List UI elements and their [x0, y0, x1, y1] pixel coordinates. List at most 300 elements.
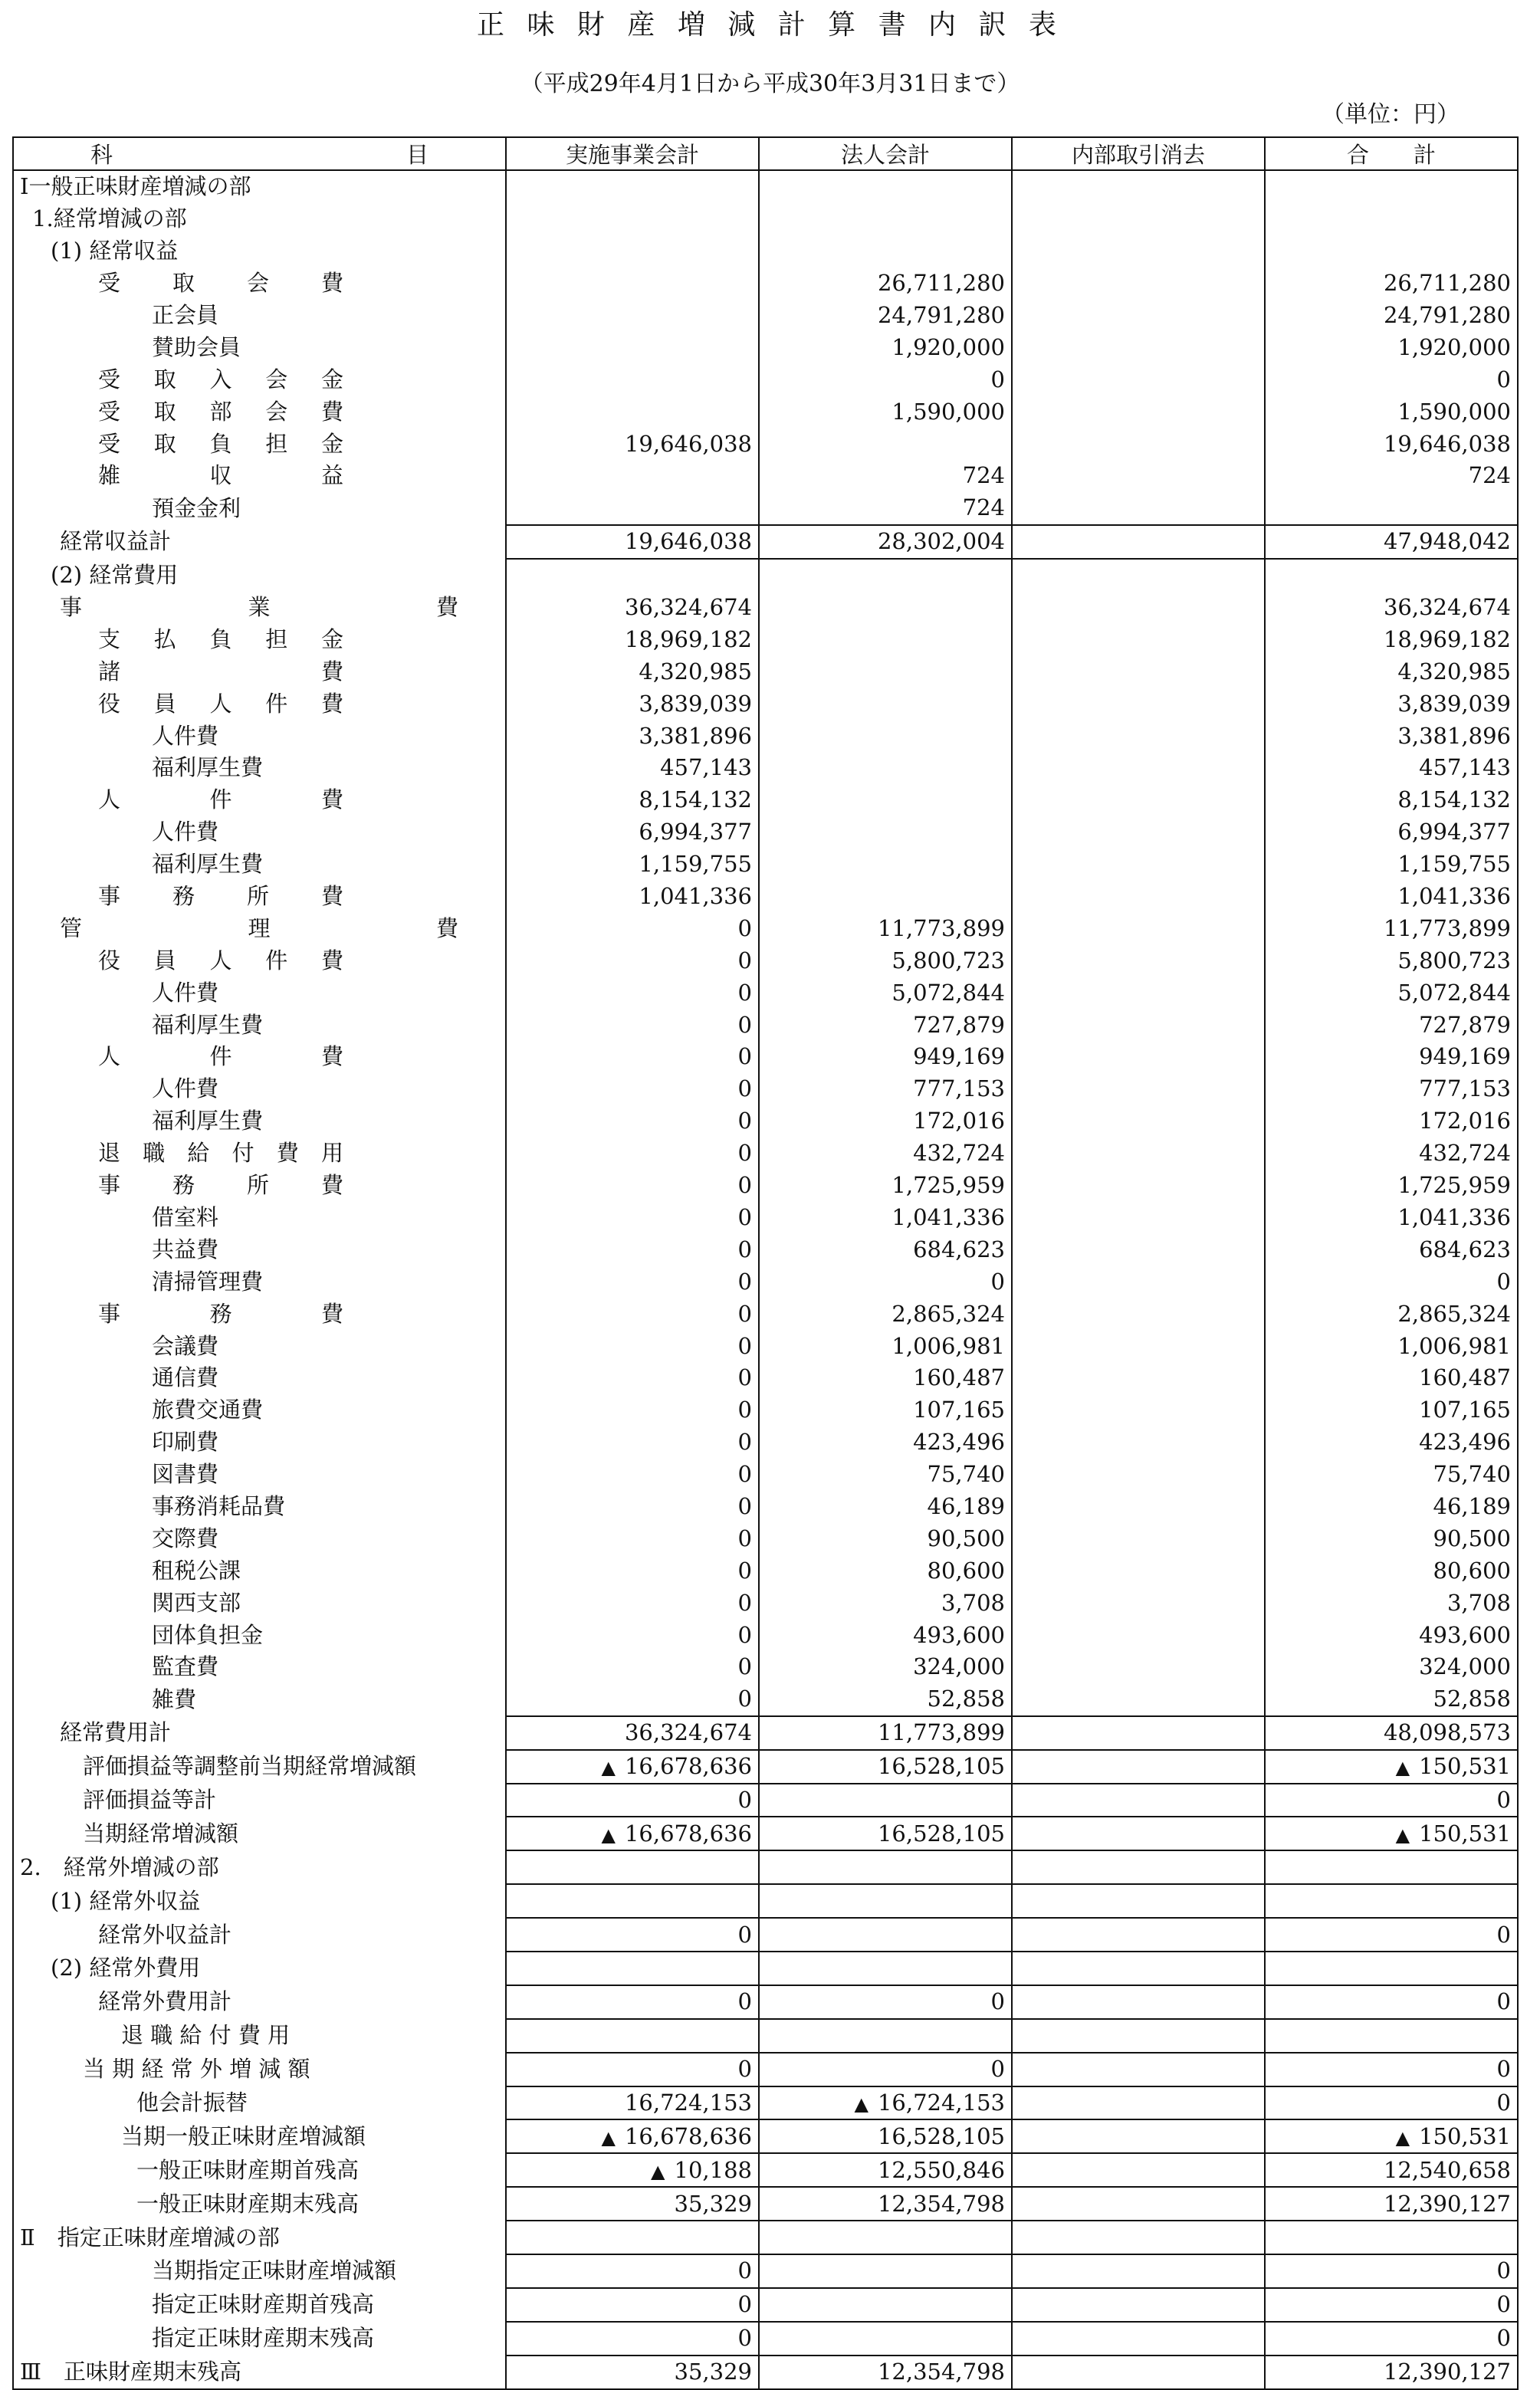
table-row	[13, 235, 1518, 268]
row-subject	[13, 849, 506, 881]
row-value-c4	[1265, 1683, 1518, 1716]
row-value: 724	[962, 494, 1005, 521]
row-value: 0	[737, 1300, 752, 1327]
row-value: 18,969,182	[1383, 625, 1511, 652]
row-value-c1	[506, 784, 759, 816]
row-value-c2	[759, 1009, 1012, 1041]
row-value: 28,302,004	[877, 528, 1005, 555]
row-value-c1	[506, 1330, 759, 1362]
table-row	[13, 2086, 1518, 2120]
row-subject	[13, 816, 506, 849]
row-value-c4	[1265, 170, 1518, 203]
row-value-c4	[1265, 1491, 1518, 1523]
row-value-c3	[1012, 1138, 1265, 1170]
row-value: 160,487	[913, 1364, 1005, 1391]
row-value-c2	[759, 268, 1012, 300]
negative-triangle-icon: ▲	[601, 2126, 616, 2149]
table-body	[13, 170, 1518, 2389]
row-value-c2	[759, 752, 1012, 784]
row-value-c4	[1265, 559, 1518, 592]
row-value: 1,006,981	[1397, 1332, 1511, 1359]
period-subtitle: （平成29年4月1日から平成30年3月31日まで）	[520, 71, 1020, 97]
row-value-c4	[1265, 2153, 1518, 2187]
row-subject-label: (1) 経常外収益	[51, 1887, 201, 1914]
table-row	[13, 492, 1518, 525]
row-value-c1	[506, 2019, 759, 2053]
row-value-c1	[506, 300, 759, 332]
row-value-c1	[506, 1587, 759, 1619]
row-value-c4	[1265, 1884, 1518, 1918]
row-value-c3	[1012, 912, 1265, 944]
row-value-c4	[1265, 1784, 1518, 1817]
row-value: 432,724	[1419, 1140, 1511, 1167]
table-row	[13, 1850, 1518, 1884]
row-subject	[13, 592, 625, 624]
row-value-c1	[506, 2356, 759, 2389]
row-subject-label: (1) 経常収益	[51, 238, 179, 264]
row-value-c1	[506, 977, 759, 1009]
unit-label: （単位：円）	[1322, 101, 1460, 128]
row-value-c2	[759, 1233, 1012, 1266]
row-value-c4	[1265, 1041, 1518, 1073]
header-total: 合 計	[1265, 137, 1518, 170]
row-value-c3	[1012, 1651, 1265, 1683]
row-value: 0	[737, 1653, 752, 1680]
row-value: 172,016	[1419, 1108, 1511, 1134]
row-subject	[13, 881, 506, 913]
negative-triangle-icon: ▲	[601, 1824, 616, 1846]
table-row	[13, 1619, 1518, 1651]
row-value-c4	[1265, 428, 1518, 460]
row-value-c2	[759, 1985, 1012, 2019]
row-value-c3	[1012, 1985, 1265, 2019]
row-value-c2	[759, 881, 1012, 913]
row-value: 1,590,000	[1397, 398, 1511, 425]
row-value-c4	[1265, 1330, 1518, 1362]
row-value-c4	[1265, 2288, 1518, 2322]
row-value-c4	[1265, 2322, 1518, 2356]
row-value-c2	[759, 816, 1012, 849]
row-value: 0	[1496, 1921, 1511, 1948]
row-value: 0	[737, 1429, 752, 1456]
row-value-c1	[506, 2254, 759, 2288]
row-subject-label: 経常外収益計	[98, 1921, 232, 1948]
row-value-c2	[759, 428, 1012, 460]
row-value-c2	[759, 2086, 1012, 2120]
row-value-c1	[506, 623, 759, 655]
row-subject	[13, 363, 506, 396]
row-value-c3	[1012, 1750, 1265, 1784]
table-row	[13, 1041, 1518, 1073]
row-value-c3	[1012, 492, 1265, 525]
row-subject-label: Ⅰ一般正味財産増減の部	[20, 173, 251, 200]
row-value-c3	[1012, 1041, 1265, 1073]
row-value: 0	[1496, 1988, 1511, 2015]
table-row	[13, 2119, 1518, 2153]
row-value: 1,041,336	[1397, 883, 1511, 910]
row-subject-label: 役員人件費	[98, 690, 377, 717]
row-value-c2	[759, 720, 1012, 752]
row-value: 0	[737, 1686, 752, 1712]
row-value-c3	[1012, 268, 1265, 300]
row-value: 1,920,000	[891, 333, 1005, 360]
row-value: 19,646,038	[1383, 430, 1511, 457]
row-value-c4	[1265, 881, 1518, 913]
row-value-c1	[506, 492, 759, 525]
row-subject	[13, 2288, 506, 2322]
row-value: 0	[1496, 1786, 1511, 1813]
row-subject-label: 通信費	[152, 1364, 219, 1391]
row-value: 19,646,038	[624, 430, 752, 457]
row-value: 0	[737, 1921, 752, 1948]
row-value: 684,623	[913, 1236, 1005, 1262]
row-value-c2	[759, 1850, 1012, 1884]
row-value-c4	[1265, 1202, 1518, 1234]
row-value: 150,531	[1419, 1753, 1511, 1780]
row-subject	[13, 300, 506, 332]
row-value-c2	[759, 1651, 1012, 1683]
row-subject	[13, 2322, 506, 2356]
row-value: 4,320,985	[1397, 658, 1511, 684]
row-value: 0	[737, 2325, 752, 2352]
row-value-c1	[506, 816, 759, 849]
table-row	[13, 1459, 1518, 1491]
row-value-c1	[506, 1426, 759, 1459]
row-subject-label: 2. 経常外増減の部	[20, 1853, 219, 1880]
row-subject	[13, 203, 506, 235]
row-value: 4,320,985	[639, 658, 752, 684]
row-value-c4	[1265, 1105, 1518, 1138]
row-subject-label: 退職給付費用	[98, 1140, 366, 1167]
table-row	[13, 1716, 1518, 1750]
row-subject	[13, 1170, 506, 1202]
row-value: 90,500	[927, 1525, 1005, 1551]
row-subject	[13, 2119, 506, 2153]
row-value-c4	[1265, 1554, 1518, 1587]
header-subject-a: 科	[90, 142, 113, 168]
row-value-c4	[1265, 752, 1518, 784]
row-value-c1	[506, 1073, 759, 1105]
row-value: 0	[737, 1268, 752, 1295]
row-value: 0	[1496, 2056, 1511, 2083]
row-subject-label: 福利厚生費	[152, 851, 264, 878]
header-implementation: 実施事業会計	[506, 137, 759, 170]
row-subject	[13, 1330, 506, 1362]
row-value-c1	[506, 2119, 759, 2153]
row-value-c4	[1265, 1298, 1518, 1330]
row-subject-label: 事務所費	[98, 883, 396, 910]
row-subject-label: 受取負担金	[98, 430, 377, 457]
row-subject	[13, 1233, 506, 1266]
row-subject	[13, 1952, 506, 1985]
row-value-c4	[1265, 2086, 1518, 2120]
row-subject	[13, 2053, 506, 2086]
table-row	[13, 881, 1518, 913]
row-value: 52,858	[927, 1686, 1005, 1712]
row-subject-label: 事務費	[98, 1300, 433, 1327]
table-row	[13, 1170, 1518, 1202]
row-value-c1	[506, 720, 759, 752]
row-value-c4	[1265, 1233, 1518, 1266]
row-subject	[13, 655, 545, 688]
table-row	[13, 655, 1518, 688]
row-subject-label: 経常費用計	[60, 1719, 172, 1746]
row-value: 0	[737, 2257, 752, 2284]
row-value: 80,600	[1433, 1557, 1511, 1584]
row-value-c4	[1265, 1716, 1518, 1750]
row-subject	[13, 1750, 506, 1784]
row-value: 16,678,636	[624, 1753, 752, 1780]
row-subject-label: 交際費	[152, 1525, 219, 1551]
row-value: 724	[1468, 462, 1511, 489]
row-value-c2	[759, 1619, 1012, 1651]
row-value-c1	[506, 944, 759, 977]
row-subject	[13, 2086, 506, 2120]
row-value-c1	[506, 1394, 759, 1426]
row-subject-label: 団体負担金	[152, 1621, 264, 1648]
row-value-c2	[759, 1073, 1012, 1105]
row-value: 107,165	[1419, 1397, 1511, 1423]
row-value-c1	[506, 268, 759, 300]
row-value: 16,528,105	[877, 1753, 1005, 1780]
row-subject-label: 福利厚生費	[152, 1108, 264, 1134]
row-value-c3	[1012, 1073, 1265, 1105]
row-value-c2	[759, 1587, 1012, 1619]
row-subject	[13, 525, 506, 559]
row-value-c3	[1012, 752, 1265, 784]
row-value: 457,143	[1419, 754, 1511, 781]
table-row	[13, 1202, 1518, 1234]
row-value: 36,324,674	[624, 1719, 752, 1746]
row-subject	[13, 1850, 506, 1884]
row-value: 16,528,105	[877, 2122, 1005, 2149]
row-subject	[13, 1619, 506, 1651]
row-value: 3,839,039	[639, 690, 752, 717]
row-value-c2	[759, 1491, 1012, 1523]
row-subject	[13, 1202, 506, 1234]
row-value: 1,920,000	[1397, 333, 1511, 360]
row-value-c1	[506, 1041, 759, 1073]
row-value: 26,711,280	[1383, 270, 1511, 297]
row-value: 1,725,959	[1397, 1172, 1511, 1199]
row-value-c4	[1265, 460, 1518, 492]
row-value-c3	[1012, 525, 1265, 559]
row-value-c4	[1265, 363, 1518, 396]
row-value-c1	[506, 331, 759, 363]
row-value: 0	[737, 1786, 752, 1813]
row-value-c2	[759, 2053, 1012, 2086]
row-value-c4	[1265, 720, 1518, 752]
row-value-c4	[1265, 1750, 1518, 1784]
row-subject-label: 受取会費	[98, 270, 396, 297]
row-subject-label: 人件費	[98, 1043, 433, 1070]
row-value-c2	[759, 363, 1012, 396]
row-value: 0	[990, 1268, 1005, 1295]
row-subject-label: 事務所費	[98, 1172, 396, 1199]
row-subject-label: 諸費	[98, 658, 545, 684]
header-subject	[13, 137, 506, 170]
row-value-c3	[1012, 2119, 1265, 2153]
row-value-c3	[1012, 1202, 1265, 1234]
table-row	[13, 300, 1518, 332]
row-value-c3	[1012, 2254, 1265, 2288]
row-value-c4	[1265, 2356, 1518, 2389]
row-value-c3	[1012, 1716, 1265, 1750]
table-row	[13, 849, 1518, 881]
row-value-c3	[1012, 1784, 1265, 1817]
negative-triangle-icon: ▲	[1395, 2126, 1410, 2149]
row-subject-label: 管理費	[60, 914, 625, 941]
row-value: 18,969,182	[624, 625, 752, 652]
row-value-c3	[1012, 1683, 1265, 1716]
row-value-c2	[759, 655, 1012, 688]
table-row	[13, 1651, 1518, 1683]
row-subject-label: 預金金利	[152, 494, 241, 521]
row-value-c1	[506, 2322, 759, 2356]
row-value-c4	[1265, 203, 1518, 235]
row-value-c1	[506, 1009, 759, 1041]
row-value: 5,072,844	[891, 979, 1005, 1006]
row-value: 16,724,153	[877, 2089, 1005, 2116]
row-value-c1	[506, 2187, 759, 2221]
table-row	[13, 396, 1518, 428]
row-value: 47,948,042	[1383, 528, 1511, 555]
table-row	[13, 944, 1518, 977]
table-row	[13, 559, 1518, 592]
row-subject-label: 福利厚生費	[152, 1011, 264, 1038]
row-value: 0	[990, 1988, 1005, 2015]
row-value-c1	[506, 1884, 759, 1918]
row-value-c2	[759, 1266, 1012, 1298]
row-value-c4	[1265, 1459, 1518, 1491]
row-value-c2	[759, 1884, 1012, 1918]
row-value: 12,354,798	[877, 2190, 1005, 2217]
table-row	[13, 752, 1518, 784]
row-value-c4	[1265, 1817, 1518, 1850]
row-value: 1,041,336	[1397, 1203, 1511, 1230]
row-subject	[13, 428, 506, 460]
row-value-c3	[1012, 2356, 1265, 2389]
row-value-c1	[506, 1750, 759, 1784]
row-value: 1,159,755	[639, 851, 752, 878]
row-value: 0	[737, 1236, 752, 1262]
row-subject	[13, 688, 506, 720]
table-row	[13, 784, 1518, 816]
row-subject	[13, 1918, 506, 1952]
row-subject-label: 当期指定正味財産増減額	[152, 2257, 397, 2284]
row-value-c1	[506, 1683, 759, 1716]
row-value: 1,590,000	[891, 398, 1005, 425]
row-value-c3	[1012, 235, 1265, 268]
row-subject-label: 指定正味財産期首残高	[152, 2291, 375, 2318]
row-subject	[13, 1009, 506, 1041]
row-value: 5,800,723	[891, 947, 1005, 973]
negative-triangle-icon: ▲	[1395, 1824, 1410, 1846]
row-value: 0	[990, 2056, 1005, 2083]
table-row	[13, 1587, 1518, 1619]
row-value-c2	[759, 170, 1012, 203]
row-value-c4	[1265, 816, 1518, 849]
row-subject	[13, 1394, 506, 1426]
row-subject-label: 租税公課	[152, 1557, 241, 1584]
row-value-c4	[1265, 1394, 1518, 1426]
row-value-c4	[1265, 2254, 1518, 2288]
row-value: 11,773,899	[1383, 914, 1511, 941]
row-value-c2	[759, 1041, 1012, 1073]
row-value-c3	[1012, 881, 1265, 913]
row-value-c2	[759, 849, 1012, 881]
row-value-c2	[759, 203, 1012, 235]
table-row	[13, 1918, 1518, 1952]
row-value: 150,531	[1419, 1820, 1511, 1847]
table-row	[13, 912, 1518, 944]
header-elimination: 内部取引消去	[1012, 137, 1265, 170]
row-value-c4	[1265, 688, 1518, 720]
row-value: 0	[737, 1140, 752, 1167]
row-value-c2	[759, 2019, 1012, 2053]
row-value: 727,879	[1419, 1011, 1511, 1038]
row-value-c3	[1012, 720, 1265, 752]
row-value-c3	[1012, 2053, 1265, 2086]
row-value-c1	[506, 2153, 759, 2187]
row-value-c2	[759, 1750, 1012, 1784]
row-value-c3	[1012, 1491, 1265, 1523]
table-row	[13, 331, 1518, 363]
row-value: 0	[737, 979, 752, 1006]
row-value-c3	[1012, 592, 1265, 624]
row-subject-label: 他会計振替	[136, 2089, 248, 2116]
row-value: 75,740	[1433, 1461, 1511, 1488]
row-value: 0	[1496, 2257, 1511, 2284]
row-value-c3	[1012, 1522, 1265, 1554]
row-value: 0	[737, 2056, 752, 2083]
row-value-c1	[506, 525, 759, 559]
row-value-c4	[1265, 492, 1518, 525]
row-value-c3	[1012, 1952, 1265, 1985]
row-subject	[13, 1073, 506, 1105]
row-value: 0	[737, 1011, 752, 1038]
row-value: 0	[990, 366, 1005, 392]
row-value-c3	[1012, 977, 1265, 1009]
row-value-c4	[1265, 331, 1518, 363]
row-value-c2	[759, 1952, 1012, 1985]
row-value-c3	[1012, 1394, 1265, 1426]
row-value-c1	[506, 396, 759, 428]
row-subject	[13, 1784, 506, 1817]
table-row	[13, 2187, 1518, 2221]
page-title: 正 味 財 産 増 減 計 算 書 内 訳 表	[477, 9, 1063, 41]
table-row	[13, 688, 1518, 720]
row-subject	[13, 1138, 506, 1170]
row-value: 0	[737, 1203, 752, 1230]
row-value: 90,500	[1433, 1525, 1511, 1551]
row-value-c4	[1265, 2221, 1518, 2254]
table-row	[13, 1750, 1518, 1784]
table-row	[13, 1138, 1518, 1170]
table-row	[13, 1330, 1518, 1362]
row-value-c2	[759, 2119, 1012, 2153]
row-value-c2	[759, 2187, 1012, 2221]
row-subject-label: 正会員	[152, 302, 219, 328]
row-value: 12,390,127	[1383, 2190, 1511, 2217]
row-subject-label: 経常収益計	[60, 528, 172, 555]
row-value-c2	[759, 2322, 1012, 2356]
row-value-c1	[506, 1651, 759, 1683]
row-value-c3	[1012, 1233, 1265, 1266]
row-value-c1	[506, 849, 759, 881]
row-subject	[13, 720, 506, 752]
row-subject	[13, 1884, 506, 1918]
